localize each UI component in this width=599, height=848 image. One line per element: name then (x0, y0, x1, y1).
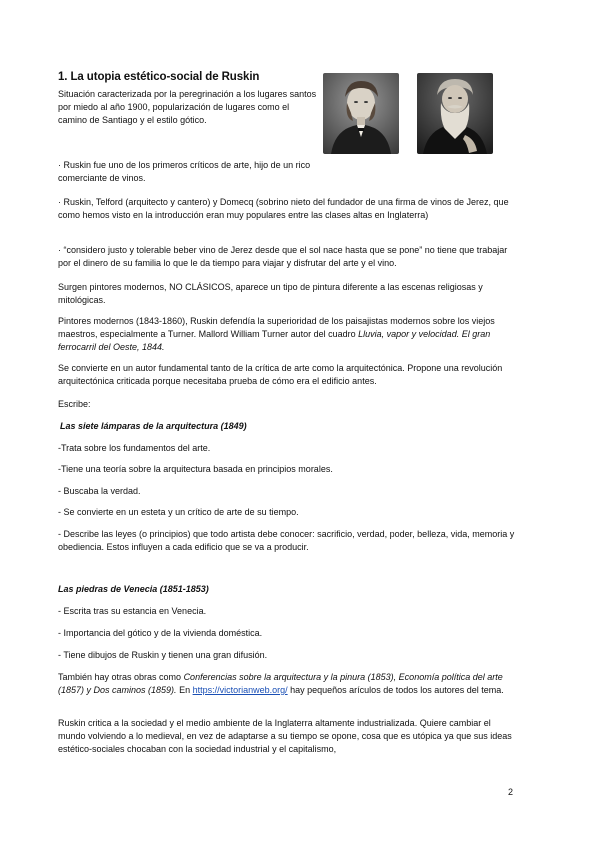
intro-paragraph: Situación caracterizada por la peregrinación a los lugares santos por miedo al año 1900, popularización de lugares como el camino de Santiago y el estilo gótico. (58, 89, 317, 125)
book-title-venecia: Las piedras de Venecia (1851-1853) (58, 584, 209, 594)
paragraph: Surgen pintores modernos, NO CLÁSICOS, aparece un tipo de pintura diferente a las escenas religiosas y mitológicas. (58, 282, 483, 305)
paragraph-otras-obras (58, 671, 520, 697)
page-number: 2 (508, 787, 514, 797)
escribe-label: Escribe: (58, 399, 91, 409)
works-list: Conferencias sobre la arquitectura y la pinura (1853), Economía política del arte (1857) y Dos caminos (1859). (58, 672, 503, 695)
list-item: - Tiene dibujos de Ruskin y tienen una gran difusión. (58, 650, 268, 660)
ruskin-young-portrait (323, 73, 399, 154)
list-item: -Trata sobre los fundamentos del arte. (58, 443, 211, 453)
paragraph-text: También hay otras obras como (58, 672, 184, 682)
victorianweb-link[interactable]: https://victorianweb.org/ (192, 685, 288, 695)
list-item: - Buscaba la verdad. (58, 486, 141, 496)
painting-title: Lluvia, vapor y velocidad. El gran ferrocarril del Oeste, 1844. (58, 329, 491, 352)
list-item: - Se convierte en un esteta y un crítico de arte de su tiempo. (58, 507, 299, 517)
paragraph: · Ruskin, Telford (arquitecto y cantero) y Domecq (sobrino nieto del fundador de una firma de vinos de Jerez, que como hemos visto en la introducción eran muy populares entre las clases altas en Inglaterra) (58, 197, 509, 220)
book-title-lamparas: Las siete lámparas de la arquitectura (1849) (60, 421, 247, 431)
paragraph: Se convierte en un autor fundamental tanto de la crítica de arte como la arquitectónica. Propone una revolución arquitectónica criticada porque necesitaba prueba de cómo era el edificio antes. (58, 363, 503, 386)
list-item: -Tiene una teoría sobre la arquitectura basada en principios morales. (58, 464, 333, 474)
paragraph: · “considero justo y tolerable beber vino de Jerez desde que el sol nace hasta que se pone” no tiene que trabajar por el dinero de su familia lo que le da tiempo para viajar y disfrutar del arte y el vino. (58, 245, 508, 268)
section-title: 1. La utopia estético-social de Ruskin (58, 71, 260, 83)
ruskin-elder-portrait (417, 73, 493, 154)
paragraph-text: En (176, 685, 193, 695)
paragraph: Ruskin critica a la sociedad y el medio ambiente de la Inglaterra altamente industrializada. Quiere cambiar el mundo volviendo a lo medieval, en vez de adaptarse a su tiempo se opone, cosa que es utópica ya que sus ideas estético-sociales chocaban con la sociedad industrial y el capitalismo, (58, 718, 512, 754)
paragraph: · Ruskin fue uno de los primeros críticos de arte, hijo de un rico comerciante de vinos. (58, 160, 311, 183)
list-item: - Describe las leyes (o principios) que todo artista debe conocer: sacrificio, verdad, poder, belleza, vida, memoria y obediencia. Estos influyen a cada edificio que se va a producir. (58, 529, 515, 552)
paragraph-turner (58, 315, 520, 354)
list-item: - Escrita tras su estancia en Venecia. (58, 606, 207, 616)
paragraph-text: Pintores modernos (1843-1860), Ruskin defendía la superioridad de los paisajistas modernos sobre los viejos maestros, especialmente a Turner. Mallord William Turner autor del cuadro (58, 316, 495, 339)
paragraph-text: hay pequeños arículos de todos los autores del tema. (287, 685, 504, 695)
list-item: - Importancia del gótico y de la vivienda doméstica. (58, 628, 263, 638)
